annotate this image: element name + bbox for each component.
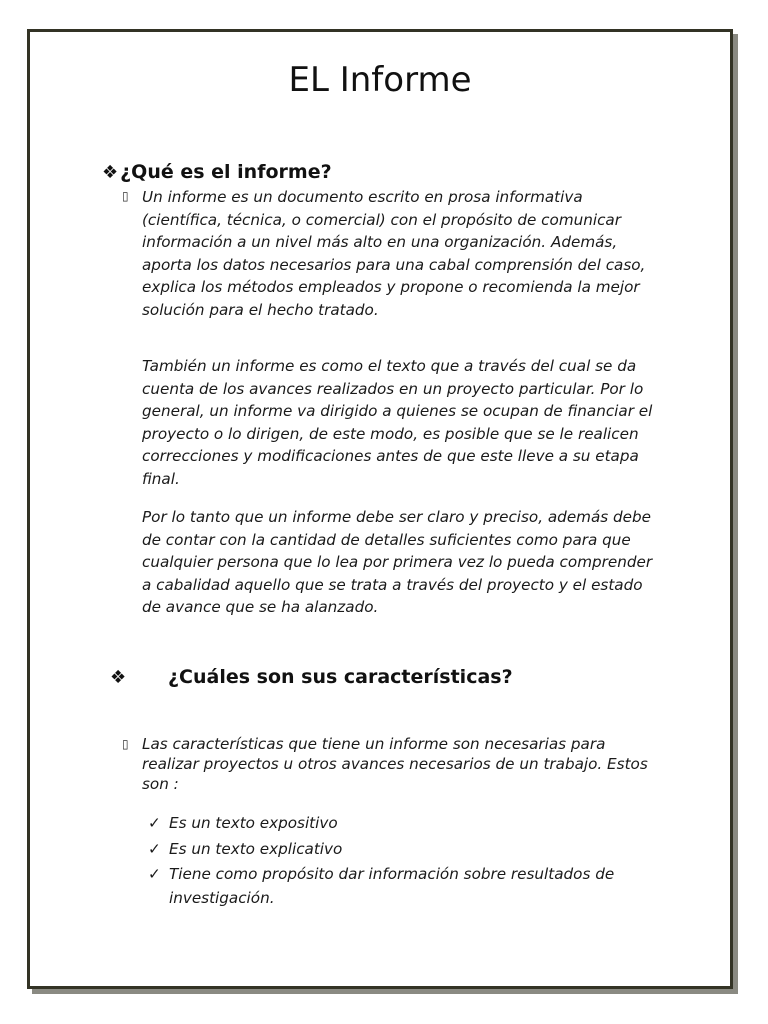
checkmark-icon: ✓ <box>148 840 161 858</box>
list-item <box>148 836 658 862</box>
section-heading-what-is <box>102 161 332 183</box>
paragraph-clarity: Por lo tanto que un informe debe ser claro y preciso, además debe de contar con la cantidad de detalles suficientes como para que cualquier persona que lo lea por primera vez lo pueda comprender a cabalidad aquello que se trata a través del proyecto y el estado de avance que se ha alanzado. <box>142 508 653 617</box>
list-item-text: Es un texto expositivo <box>169 814 338 832</box>
checkmark-icon: ✓ <box>148 865 161 883</box>
characteristics-list <box>148 810 658 910</box>
list-item-text: Tiene como propósito dar información sobre resultados de investigación. <box>169 865 615 907</box>
document-title: EL Informe <box>288 60 472 100</box>
box-bullet-icon: ▯ <box>122 189 129 203</box>
list-item-text: Es un texto explicativo <box>169 840 343 858</box>
section-heading-text: ¿Cuáles son sus características? <box>168 666 513 688</box>
document-page <box>27 29 733 989</box>
paragraph-characteristics-intro: Las características que tiene un informe son necesarias para realizar proyectos u otros avances necesarios de un trabajo. Estos son : <box>142 735 648 793</box>
diamond-bullet-icon: ❖ <box>110 666 127 688</box>
section-heading-text: ¿Qué es el informe? <box>120 161 332 183</box>
diamond-bullet-icon: ❖ <box>102 161 119 183</box>
list-item <box>148 862 658 910</box>
box-bullet-icon: ▯ <box>122 737 129 751</box>
list-item <box>148 810 658 836</box>
paragraph-progress: También un informe es como el texto que a través del cual se da cuenta de los avances realizados en un proyecto particular. Por lo general, un informe va dirigido a quienes se ocupan de financiar el proyecto o lo dirigen, de este modo, es posible que se le realicen correcciones y modificaciones antes de que este lleve a su etapa final. <box>142 357 653 488</box>
checkmark-icon: ✓ <box>148 814 161 832</box>
paragraph-definition: Un informe es un documento escrito en prosa informativa (científica, técnica, o comercial) con el propósito de comunicar información a un nivel más alto en una organización. Además, aporta los datos necesarios para una cabal comprensión del caso, explica los métodos empleados y propone o recomienda la mejor solución para el hecho tratado. <box>142 188 646 319</box>
section-heading-characteristics <box>110 666 513 688</box>
